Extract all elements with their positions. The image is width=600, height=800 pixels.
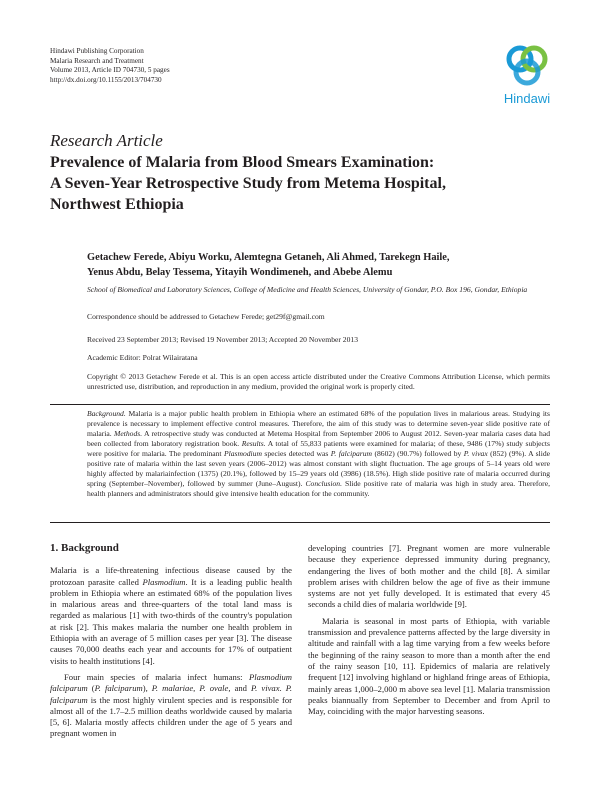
body-paragraph xyxy=(50,672,292,740)
abstract-methods: A retrospective study was conducted at Metema Hospital from September 2006 to August 2012. Seven-year malaria cases data had been collected from laboratory registration book. xyxy=(87,429,550,448)
divider xyxy=(50,404,550,405)
abstract-methods-label: Methods. xyxy=(114,429,143,438)
species-name: P. malariae xyxy=(151,683,194,694)
correspondence: Correspondence should be addressed to Getachew Ferede; get29f@gmail.com xyxy=(87,312,325,321)
hindawi-logo-icon xyxy=(504,42,550,88)
species-name: P. vivax xyxy=(463,449,488,458)
species-name: P. falciparum xyxy=(330,449,373,458)
species-name: Plasmodium xyxy=(223,449,262,458)
body-text: ( xyxy=(87,683,95,694)
abstract-results: (852) (9%). A slide positive rate of malaria within the last seven years (2006–2012) was almost constant with slight fluctuation. The age groups of 5–14 years old were highly affected by malariainfection (1375) (20.1%), followed by 15–29 years old (3986) (18.5%). High slide positive rate of malaria occurred during spring (September–November), followed by summer (June–August). xyxy=(87,449,550,488)
body-column-left xyxy=(50,543,292,740)
species-name: P. ovale xyxy=(199,683,229,694)
body-paragraph xyxy=(50,565,292,667)
species-name: Plasmodium xyxy=(142,576,186,587)
section-heading: 1. Background xyxy=(50,542,119,554)
title-line: Northwest Ethiopia xyxy=(50,196,184,213)
divider xyxy=(50,522,550,523)
hindawi-logo-text: Hindawi xyxy=(503,91,551,106)
publisher-name: Hindawi Publishing Corporation xyxy=(50,47,144,55)
body-column-right xyxy=(308,543,550,717)
title-line: A Seven-Year Retrospective Study from Metema Hospital, xyxy=(50,175,446,192)
submission-dates: Received 23 September 2013; Revised 19 November 2013; Accepted 20 November 2013 xyxy=(87,335,358,344)
species-name: P. vivax xyxy=(251,683,280,694)
abstract-results: species detected was xyxy=(261,449,331,458)
paper-title xyxy=(50,152,570,215)
body-text: ), xyxy=(142,683,152,694)
body-paragraph: developing countries [7]. Pregnant women are more vulnerable because they experience depressed immunity during pregnancy, endangering the lives of both mother and the child [8]. A similar problem arises with children below the age of five as their immune systems are not yet fully developed. It is estimated that every 45 seconds a child dies of malaria worldwide [9]. xyxy=(308,543,550,610)
body-text: , xyxy=(193,683,200,694)
body-text: is the most highly virulent species and is responsible for almost all of the 1.7–2.5 million deaths worldwide caused by malaria [5, 6]. Malaria mostly affects children under the age of 5 years and pregnant women in xyxy=(50,694,292,739)
doi-link[interactable]: http://dx.doi.org/10.1155/2013/704730 xyxy=(50,75,162,84)
body-text: Four main species of malaria infect humans: xyxy=(64,671,250,682)
body-text: Malaria is a life-threatening infectious disease caused by the protozoan parasite called xyxy=(50,565,292,587)
article-type: Research Article xyxy=(50,131,163,150)
volume-info: Volume 2013, Article ID 704730, 5 pages xyxy=(50,66,170,75)
body-paragraph: Malaria is seasonal in most parts of Ethiopia, with variable transmission and prevalence patterns affected by the large diversity in altitude and rainfall with a lag time varying from a few weeks before the beginning of the rainy season to more than a month after the end of the rainy season [10, 11]. Epidemics of malaria are relatively frequent [12] involving highland or highland fringe areas of Ethiopia, mainly areas 1,000–2,000 m above sea level [1]. Malaria transmission peaks biannually from September to December and from April to May, coinciding with the major harvesting seasons. xyxy=(308,615,550,717)
species-name: Plasmodium falciparum xyxy=(50,671,292,694)
title-line: Prevalence of Malaria from Blood Smears Examination: xyxy=(50,154,435,171)
journal-name: Malaria Research and Treatment xyxy=(50,56,144,65)
species-name: P. falciparum xyxy=(50,683,293,705)
publication-header xyxy=(50,47,170,85)
abstract-background: Malaria is a major public health problem in Ethiopia where an estimated 68% of the population lives in malarious areas. Studying its prevalence is necessary to implement effective control measures. Therefore, the aim of this study was to determine seven-year slide positive rate of malaria. xyxy=(87,409,550,438)
abstract-results-label: Results. xyxy=(241,439,266,448)
body-text: , and xyxy=(228,683,252,694)
abstract-background-label: Background. xyxy=(87,409,126,418)
species-name: P. falciparum xyxy=(94,683,143,694)
hindawi-logo xyxy=(496,42,558,114)
abstract-conclusion-label: Conclusion. xyxy=(305,479,342,488)
author-list xyxy=(87,250,567,280)
body-text: . xyxy=(279,683,286,694)
abstract xyxy=(87,409,550,499)
abstract-results: A total of 55,833 patients were examined for malaria; of these, 9486 (17%) study subjects were positive for malaria. The predominant xyxy=(87,439,550,458)
body-text: . It is a leading public health problem in Ethiopia where an estimated 68% of the population lives in malarious areas and three-quarters of the total land mass is regarded as malarious [1] with two-thirds of the country's population at risk [2]. This makes malaria the number one health problem in Ethiopia with an average of 5 million cases per year [3]. The disease causes 70,000 deaths each year and accounts for 17% of outpatient visits to health institutions [4]. xyxy=(50,576,293,666)
abstract-results: (8602) (90.7%) followed by xyxy=(372,449,464,458)
abstract-conclusion: Slide positive rate of malaria was high in study area. Therefore, health planners and administrators should give intensive health education for the community. xyxy=(87,479,550,498)
author-line: Yenus Abdu, Belay Tessema, Yitayih Wondimeneh, and Abebe Alemu xyxy=(87,267,393,278)
affiliation: School of Biomedical and Laboratory Sciences, College of Medicine and Health Sciences, University of Gondar, P.O. Box 196, Gondar, Ethiopia xyxy=(87,285,528,294)
copyright-notice: Copyright © 2013 Getachew Ferede et al. This is an open access article distributed under the Creative Commons Attribution License, which permits unrestricted use, distribution, and reproduction in any medium, provided the original work is properly cited. xyxy=(87,372,550,391)
academic-editor: Academic Editor: Polrat Wilairatana xyxy=(87,353,198,362)
author-line: Getachew Ferede, Abiyu Worku, Alemtegna Getaneh, Ali Ahmed, Tarekegn Haile, xyxy=(87,252,450,263)
